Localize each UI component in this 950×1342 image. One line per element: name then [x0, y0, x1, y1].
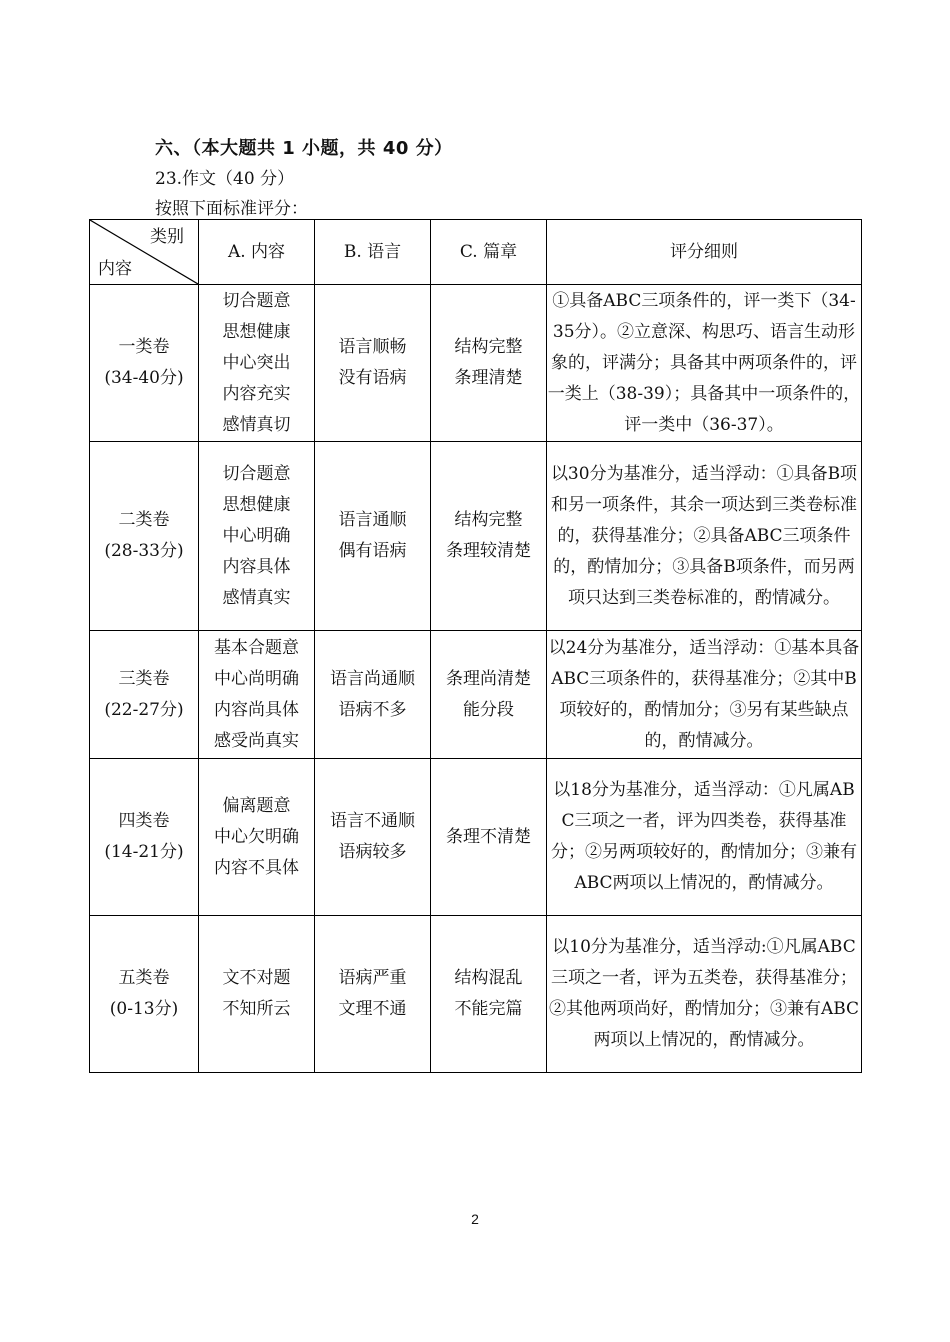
grade-cell-line: (22-27分) [104, 699, 184, 720]
grade-cell-line: (0-13分) [109, 999, 179, 1019]
table-row [90, 916, 862, 1073]
grade-cell [90, 759, 199, 916]
content-cell [199, 285, 315, 442]
content-cell-line: 不知所云 [222, 999, 291, 1019]
corner-header-cell [90, 220, 199, 285]
table-row [90, 442, 862, 631]
language-cell-line: 语病较多 [338, 842, 407, 862]
content-cell-line: 内容不具体 [214, 857, 299, 878]
grade-cell-line: (34-40分) [104, 368, 184, 388]
structure-cell [431, 759, 547, 916]
content-cell-line: 切合题意 [222, 290, 291, 311]
content-cell-line: 感受尚真实 [214, 730, 299, 751]
content-cell-line: 文不对题 [222, 968, 291, 988]
instruction-text: 按照下面标准评分： [155, 199, 308, 219]
structure-cell-line: 结构完整 [454, 510, 523, 530]
language-cell-line: 语病严重 [338, 968, 407, 988]
grading-table [89, 219, 862, 1073]
content-cell-line: 偏离题意 [222, 795, 291, 816]
header-content: A. 内容 [199, 220, 315, 285]
grade-cell [90, 442, 199, 631]
language-cell [315, 631, 431, 759]
content-cell-line: 中心欠明确 [214, 826, 299, 847]
content-cell-line: 基本合题意 [214, 637, 299, 658]
structure-cell-line: 不能完篇 [454, 999, 523, 1019]
structure-cell [431, 285, 547, 442]
header-structure: C. 篇章 [431, 220, 547, 285]
content-cell-line: 感情真实 [222, 587, 291, 608]
structure-cell-line: 条理较清楚 [446, 541, 531, 561]
content-cell-line: 思想健康 [222, 321, 291, 342]
language-cell-line: 没有语病 [338, 368, 407, 388]
structure-cell-line: 结构混乱 [454, 968, 523, 988]
language-cell-line: 文理不通 [338, 999, 407, 1019]
header-language: B. 语言 [315, 220, 431, 285]
structure-cell-line: 条理尚清楚 [446, 668, 531, 689]
language-cell [315, 916, 431, 1073]
grade-cell-line: (28-33分) [104, 541, 184, 561]
content-cell-line: 思想健康 [222, 494, 291, 515]
language-cell-line: 偶有语病 [338, 541, 407, 561]
structure-cell-line: 能分段 [463, 699, 514, 720]
grade-cell [90, 631, 199, 759]
content-cell [199, 631, 315, 759]
language-cell [315, 285, 431, 442]
grade-cell-line: 一类卷 [118, 337, 170, 357]
structure-cell [431, 631, 547, 759]
detail-cell: 以18分为基准分，适当浮动：①凡属ABC三项之一者，评为四类卷，获得基准分；②另两项较好的，酌情加分；③兼有ABC两项以上情况的，酌情减分。 [547, 759, 862, 916]
table-row [90, 759, 862, 916]
corner-label-category: 类别 [150, 227, 184, 247]
content-cell-line: 内容充实 [222, 383, 291, 404]
content-cell [199, 442, 315, 631]
grade-cell-line: 五类卷 [118, 968, 170, 988]
content-cell-line: 感情真切 [222, 414, 291, 435]
language-cell-line: 语言顺畅 [338, 337, 407, 357]
detail-cell: 以24分为基准分，适当浮动：①基本具备ABC三项条件的，获得基准分；②其中B项较好的，酌情加分；③另有某些缺点的，酌情减分。 [547, 631, 862, 759]
grade-cell-line: 三类卷 [118, 668, 170, 689]
content-cell [199, 916, 315, 1073]
structure-cell-line: 条理不清楚 [446, 826, 531, 847]
content-cell-line: 中心突出 [222, 352, 291, 373]
question-title: 23.作文（40 分） [155, 169, 295, 189]
content-cell-line: 内容尚具体 [214, 699, 299, 720]
content-cell-line: 中心尚明确 [214, 668, 299, 689]
structure-cell-line: 结构完整 [454, 337, 523, 357]
content-cell [199, 759, 315, 916]
detail-cell: 以10分为基准分，适当浮动:①凡属ABC三项之一者，评为五类卷，获得基准分；②其他两项尚好，酌情加分；③兼有ABC两项以上情况的，酌情减分。 [547, 916, 862, 1073]
corner-label-content: 内容 [98, 259, 132, 279]
grade-cell-line: 四类卷 [118, 811, 170, 831]
header-detail: 评分细则 [547, 220, 862, 285]
table-header-row [90, 220, 862, 285]
grade-cell [90, 285, 199, 442]
grade-cell-line: (14-21分) [104, 842, 184, 862]
content-cell-line: 内容具体 [222, 556, 291, 577]
language-cell-line: 语言尚通顺 [330, 668, 415, 689]
language-cell-line: 语病不多 [338, 699, 407, 720]
grade-cell [90, 916, 199, 1073]
language-cell-line: 语言不通顺 [330, 811, 415, 831]
section-heading: 六、（本大题共 1 小题，共 40 分） [155, 138, 453, 159]
table-row [90, 285, 862, 442]
structure-cell [431, 442, 547, 631]
structure-cell [431, 916, 547, 1073]
language-cell [315, 442, 431, 631]
page-number: 2 [471, 1211, 479, 1227]
content-cell-line: 中心明确 [222, 525, 291, 546]
structure-cell-line: 条理清楚 [454, 368, 523, 388]
detail-cell: 以30分为基准分，适当浮动：①具备B项和另一项条件，其余一项达到三类卷标准的，获得基准分；②具备ABC三项条件的，酌情加分；③具备B项条件，而另两项只达到三类卷标准的，酌情减分。 [547, 442, 862, 631]
language-cell-line: 语言通顺 [338, 510, 407, 530]
table-body [90, 285, 862, 1073]
grade-cell-line: 二类卷 [118, 510, 170, 530]
detail-cell: ①具备ABC三项条件的，评一类下（34-35分）。②立意深、构思巧、语言生动形象的，评满分；具备其中两项条件的，评一类上（38-39）；具备其中一项条件的，评一类中（36-37）。 [547, 285, 862, 442]
language-cell [315, 759, 431, 916]
table-row [90, 631, 862, 759]
content-cell-line: 切合题意 [222, 463, 291, 484]
